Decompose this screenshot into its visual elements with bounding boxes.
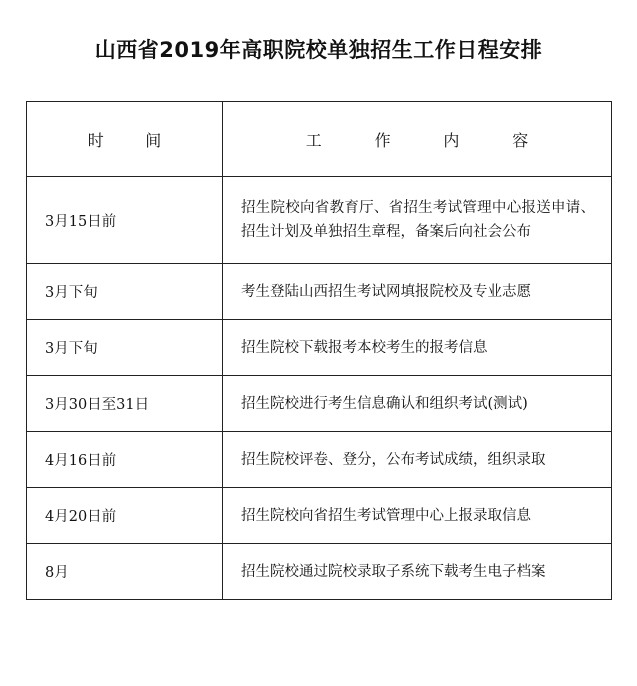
schedule-table — [26, 101, 612, 600]
row-time: 3月30日至31日 — [27, 376, 223, 432]
header-content: 工作内容 — [223, 102, 612, 177]
document-title: 山西省2019年高职院校单独招生工作日程安排 — [94, 38, 543, 62]
table-row — [27, 544, 612, 600]
row-time: 4月16日前 — [27, 432, 223, 488]
header-time: 时间 — [27, 102, 223, 177]
table-row — [27, 488, 612, 544]
table-row — [27, 432, 612, 488]
row-time: 3月下旬 — [27, 264, 223, 320]
row-content: 招生院校向省教育厅、省招生考试管理中心报送申请、招生计划及单独招生章程，备案后向社会公布 — [223, 177, 612, 264]
table-row — [27, 264, 612, 320]
row-content: 招生院校向省招生考试管理中心上报录取信息 — [223, 488, 612, 544]
row-content: 考生登陆山西招生考试网填报院校及专业志愿 — [223, 264, 612, 320]
row-content: 招生院校进行考生信息确认和组织考试(测试) — [223, 376, 612, 432]
table-row — [27, 320, 612, 376]
row-time: 8月 — [27, 544, 223, 600]
table-row — [27, 376, 612, 432]
row-time: 3月下旬 — [27, 320, 223, 376]
row-content: 招生院校评卷、登分，公布考试成绩，组织录取 — [223, 432, 612, 488]
row-time: 4月20日前 — [27, 488, 223, 544]
table-header-row — [27, 102, 612, 177]
row-time: 3月15日前 — [27, 177, 223, 264]
table-row — [27, 177, 612, 264]
row-content: 招生院校通过院校录取子系统下载考生电子档案 — [223, 544, 612, 600]
row-content: 招生院校下载报考本校考生的报考信息 — [223, 320, 612, 376]
